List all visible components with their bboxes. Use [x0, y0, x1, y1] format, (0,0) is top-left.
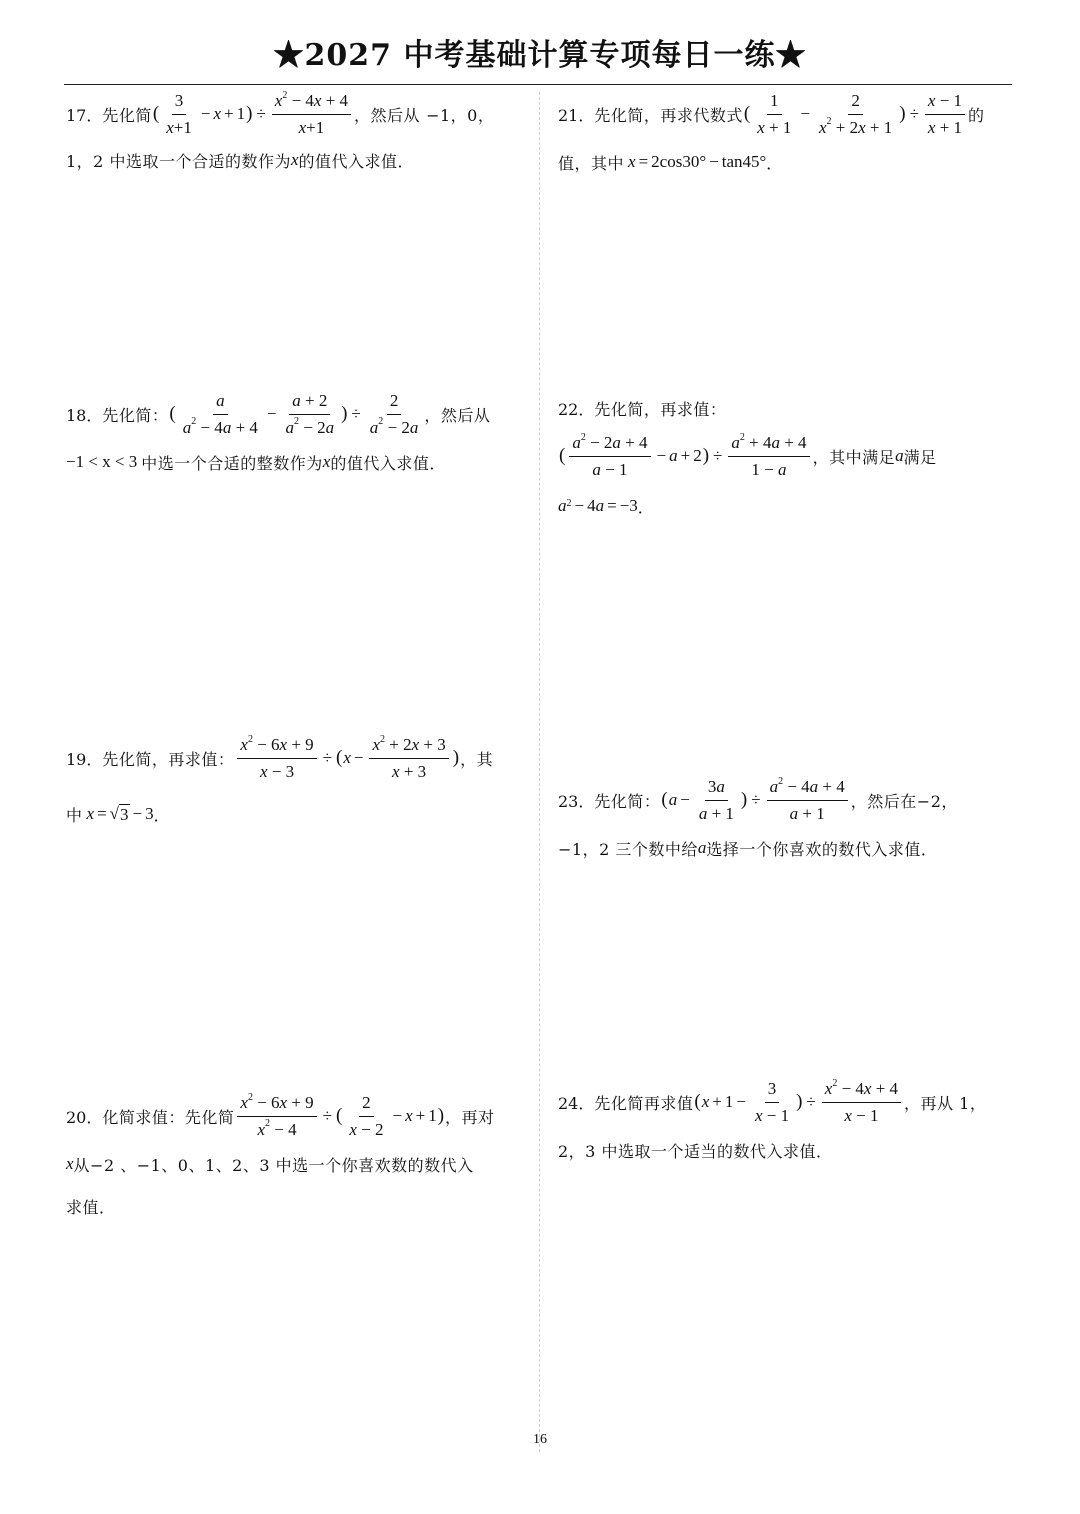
problem-text: 先化简： [594, 791, 661, 811]
expression: ( $\frac{a}{a^2 - 4a + 4}$ − $\frac{a + 2}{a^2 - 2a}$ ) ÷ $\frac{2}{a^2 - 2a}$ [169, 391, 419, 437]
problem-number: 21． [558, 105, 595, 125]
problem-text: 2，3 中选取一个适当的数代入求值． [558, 1141, 833, 1161]
problem-text: −2， [916, 791, 958, 811]
problem-text: ，其中满足 [812, 447, 896, 467]
problem-text: 的值代入求值． [298, 151, 415, 171]
problem-number: 24． [558, 1093, 595, 1113]
problem-text: 求值． [66, 1197, 116, 1217]
problem-text: 中选一个合适的整数作为 [141, 453, 323, 473]
problem-number: 23． [558, 791, 595, 811]
page-title: ★2027 中考基础计算专项每日一练★ [273, 38, 807, 73]
problem-number: 19． [66, 749, 103, 769]
page-number: 16 [533, 1432, 547, 1447]
problem-number: 18． [66, 405, 103, 425]
problem-text: −1，2 三个数中给 [558, 839, 698, 859]
problem-text: 从−2 、−1、0、1、2、3 中选一个你喜欢数的数代入 [73, 1155, 474, 1175]
expression: ( $\frac{a^2 - 2a + 4}{a - 1}$ − a + 2 ) ÷ $\frac{a^2 + 4a + 4}{1 - a}$ [558, 432, 813, 480]
problem-text: ，其 [460, 749, 494, 769]
expression: ( x + 1 − $\frac{3}{x - 1}$ ) ÷ $\frac{x^2 - 4x + 4}{x - 1}$ [693, 1078, 904, 1126]
expression: ( $\frac{3}{x+1}$ − x + 1 ) ÷ $\frac{x^2 - 4x + 4}{x+1}$ [152, 90, 354, 138]
problem-number: 20． [66, 1107, 103, 1127]
condition: −1 < x < 3 [66, 452, 138, 471]
problem-text: 值，其中 [558, 153, 625, 173]
expression: $\frac{x^2 - 6x + 9}{x^2 - 4}$ ÷ ( $\frac{2}{x - 2}$ − x + 1 ) [234, 1092, 445, 1140]
problem-text: 先化简，再求值： [594, 399, 727, 419]
problem-text: 1，2 中选取一个合适的数作为 [66, 151, 291, 171]
problem-text: 的 [968, 105, 985, 125]
problem-text: ，然后在 [850, 791, 917, 811]
problem-text: 选择一个你喜欢的数代入求值． [706, 839, 938, 859]
problem-text: ，然后从 [354, 105, 421, 125]
problem-text: ． [637, 497, 655, 517]
problem-number: 22． [558, 399, 595, 419]
problem-text: ． [766, 153, 783, 173]
problem-text: 先化简 [102, 105, 152, 125]
problem-text: 先化简，再求值： [102, 749, 235, 769]
expression: ( $\frac{1}{x + 1}$ − $\frac{2}{x^2 + 2x + 1}$ ) ÷ $\frac{x - 1}{x + 1}$ [743, 90, 968, 138]
problem-text: ，再从 1， [904, 1093, 987, 1113]
problem-text: −1，0， [426, 105, 495, 125]
problem-text: 化简求值：先化简 [102, 1107, 235, 1127]
problem-text: ． [153, 805, 171, 825]
problem-text: ，然后从 [424, 405, 491, 425]
problem-text: 的值代入求值． [330, 453, 446, 473]
column-divider [539, 92, 540, 1452]
problem-number: 17． [66, 105, 103, 125]
problem-text: 中 [66, 805, 83, 825]
expression: $\frac{x^2 - 6x + 9}{x - 3}$ ÷ ( x − $\frac{x^2 + 2x + 3}{x + 3}$ ) [234, 734, 460, 782]
problem-text: 先化简，再求代数式 [594, 105, 743, 125]
expression: ( a − $\frac{3a}{a + 1}$ ) ÷ $\frac{a^2 - 4a + 4}{a + 1}$ [660, 776, 850, 824]
problem-text: 先化简再求值 [594, 1093, 694, 1113]
problem-text: 先化简： [102, 405, 169, 425]
problem-text: 满足 [903, 447, 937, 467]
problem-text: ，再对 [445, 1107, 495, 1127]
